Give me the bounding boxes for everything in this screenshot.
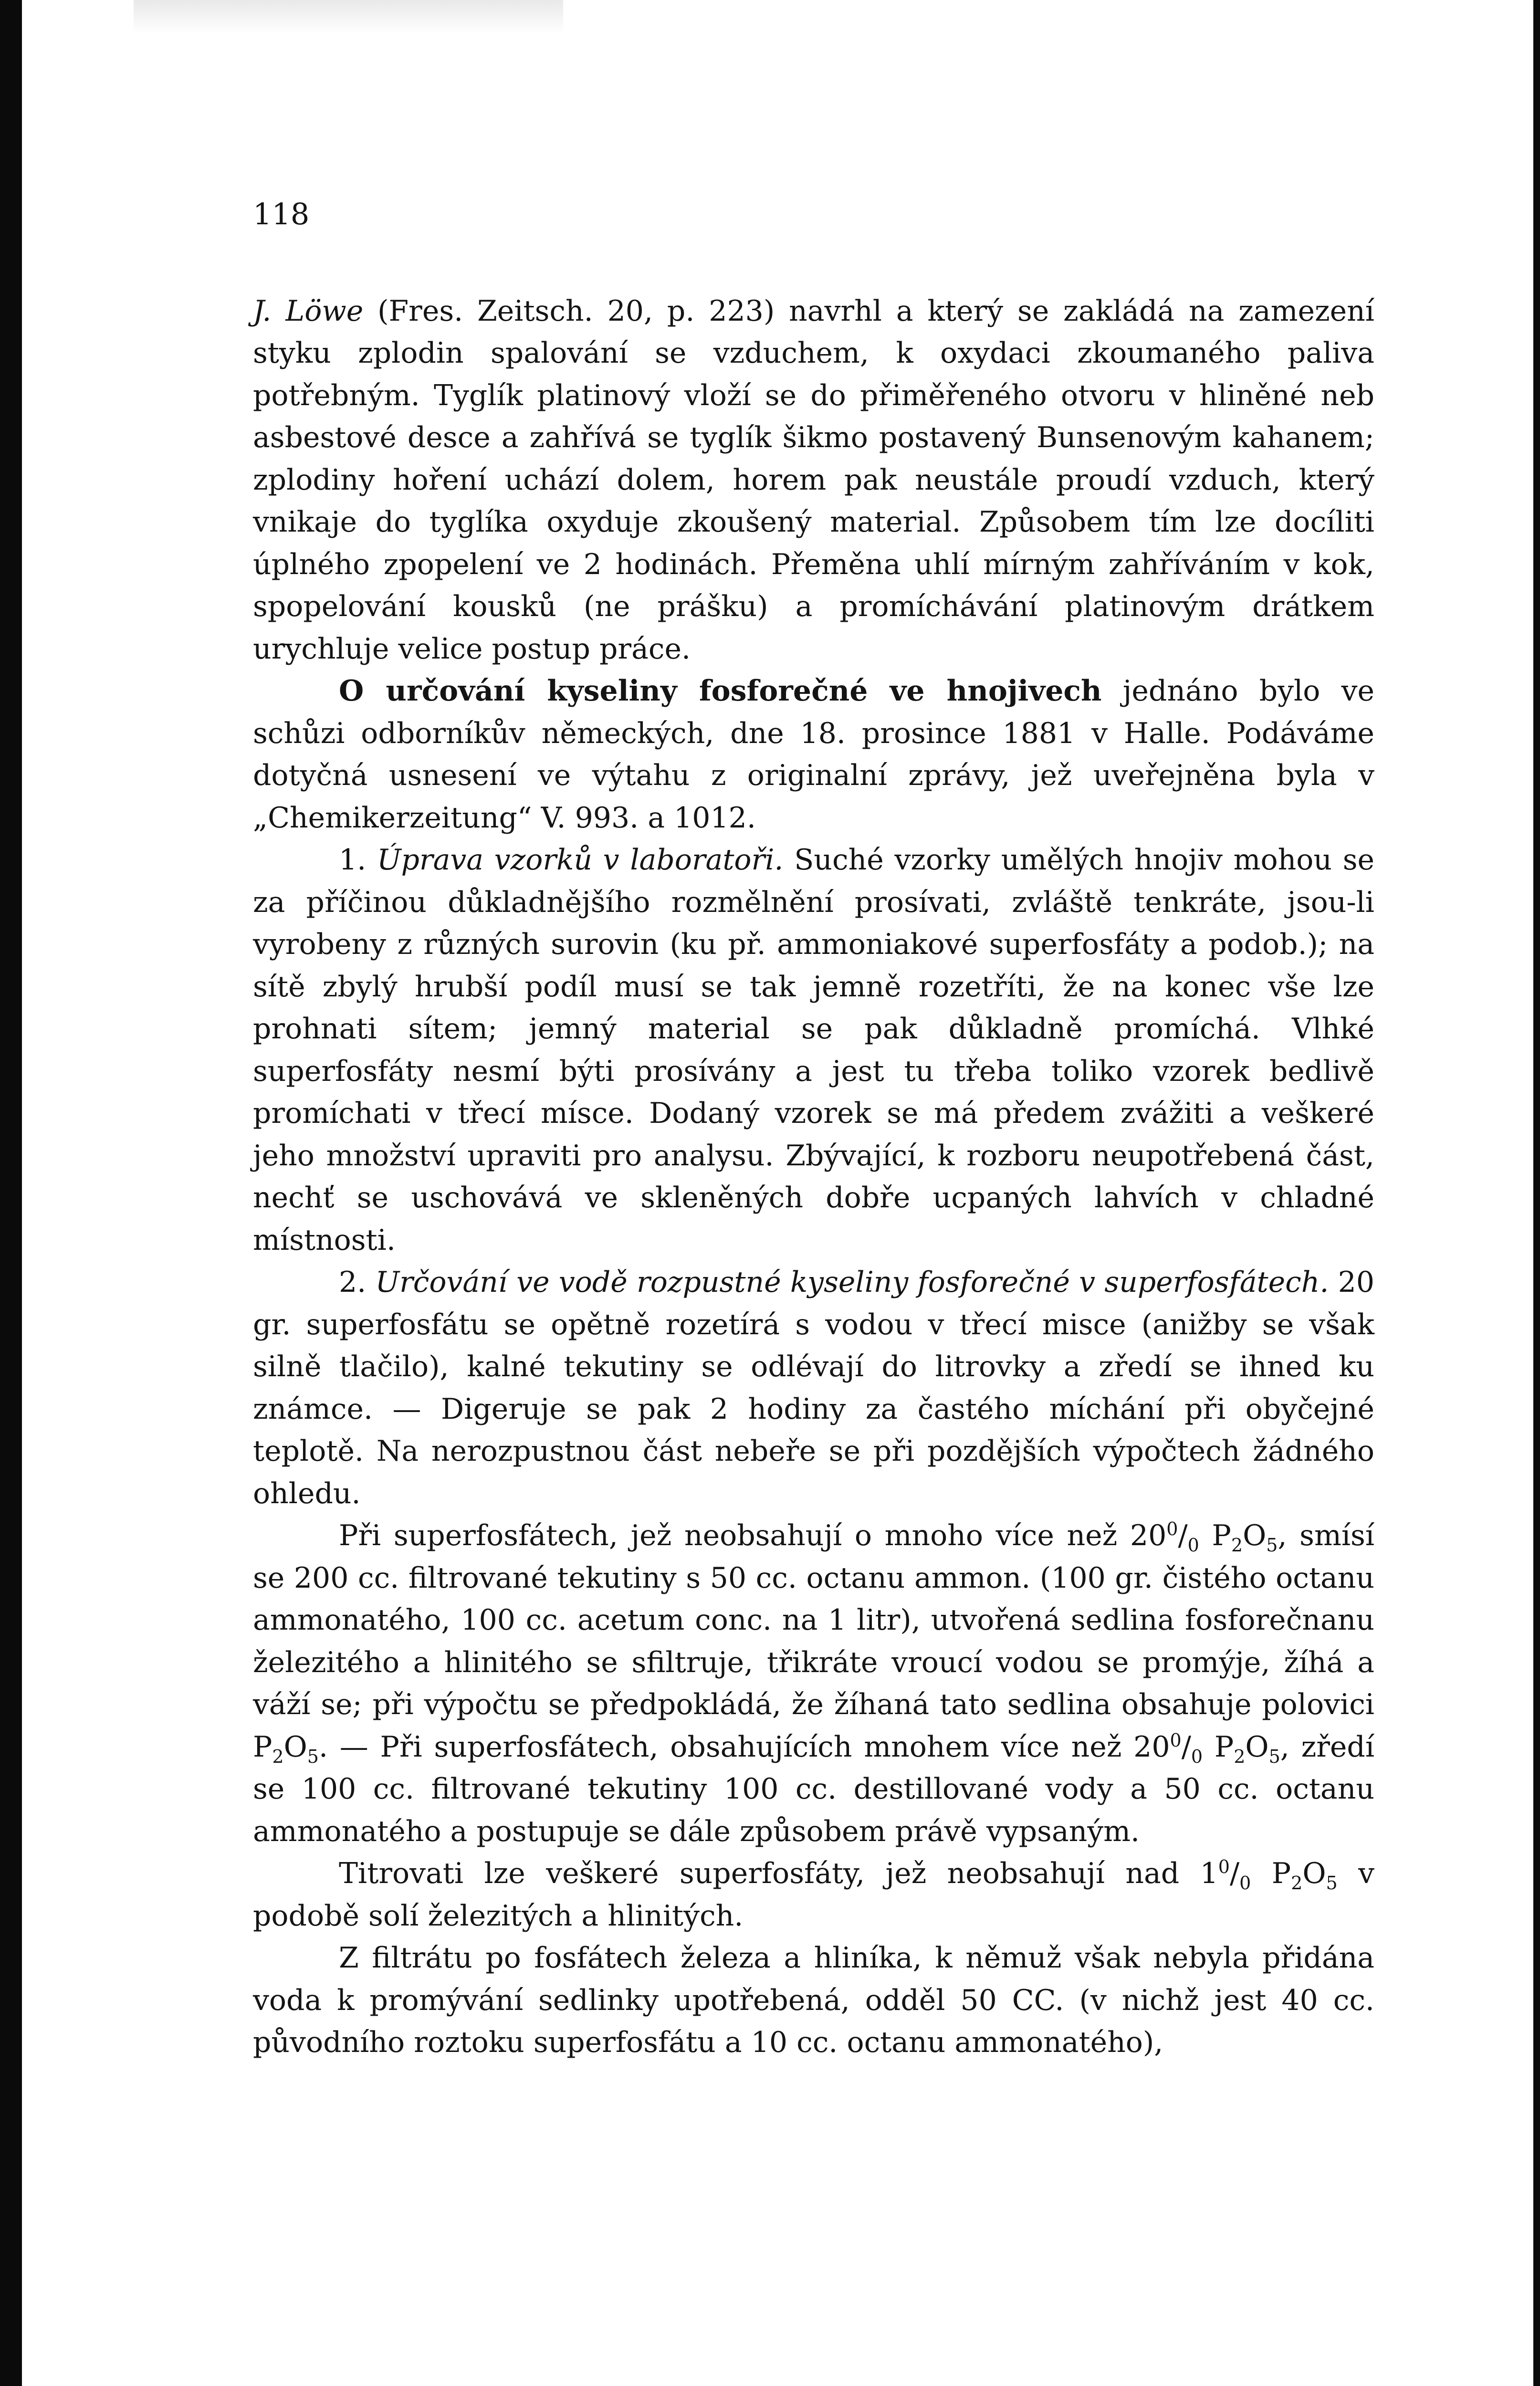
page-number: 118: [253, 197, 310, 231]
paragraph-text: Suché vzorky umělých hnojiv mohou se za příčinou důkladnějšího rozmělnění prosívati, zvláště tenkráte, jsou-li vyrobeny z různých surovin (ku př. ammoniakové superfosfáty a podob.); na sítě zbylý hrubší podíl musí se tak jemně rozetříti, že na konec vše lze prohnati sítem; jemný material se pak důkladně promíchá. Vlhké superfosfáty nesmí býti prosívány a jest tu třeba toliko vzorek bedlivě promíchati v třecí mísce. Dodaný vzorek se má předem zvážiti a veškeré jeho množství upraviti pro analysu. Zbývající, k rozboru neupotřebená část, nechť se uschovává ve skleněných dobře ucpaných lahvích v chladné místnosti.: [253, 843, 1374, 1257]
formula-subscript: 2: [1231, 1535, 1243, 1556]
author-name: J. Löwe: [253, 294, 364, 328]
text-run: P: [1203, 1730, 1234, 1764]
section-heading: O určování kyseliny fosforečné ve hnojivech: [339, 674, 1102, 708]
text-run: O: [283, 1730, 307, 1764]
percent-sup: 0: [1218, 1856, 1230, 1877]
item-number: 1.: [339, 843, 377, 877]
item-number: 2.: [339, 1266, 376, 1299]
item-title: Úprava vzorků v laboratoři.: [377, 843, 784, 877]
text-run: P: [1199, 1519, 1231, 1552]
text-run: O: [1245, 1730, 1269, 1764]
paragraph-titration: [253, 1852, 1374, 1937]
scan-left-edge: [0, 0, 22, 2386]
formula-subscript: 5: [1266, 1535, 1278, 1556]
paragraph-text: (Fres. Zeitsch. 20, p. 223) navrhl a který se zakládá na zamezení styku zplodin spalování se vzduchem, k oxydaci zkoumaného paliva potřebným. Tyglík platinový vloží se do přiměřeného otvoru v hliněné neb asbestové desce a zahřívá se tyglík šikmo postavený Bunsenovým kahanem; zplodiny hoření uchází dolem, horem pak neustále proudí vzduch, který vnikaje do tyglíka oxyduje zkoušený material. Způsobem tím lze docíliti úplného zpopelení ve 2 hodinách. Přeměna uhlí mírným zahříváním v kok, spopelování kousků (ne prášku) a promíchávání platinovým drátkem urychluje velice postup práce.: [253, 294, 1374, 666]
percent-sup: 0: [1166, 1518, 1178, 1539]
text-run: O: [1302, 1857, 1326, 1890]
text-run: O: [1243, 1519, 1267, 1552]
formula-subscript: 2: [272, 1746, 284, 1767]
percent-sub: 0: [1191, 1746, 1203, 1767]
text-run: , zředí se 100 cc. filtrované tekutiny 100 cc. destillované vody a 50 cc. octanu ammonatého a postupuje se dále způsobem právě vypsaným.: [253, 1730, 1375, 1848]
book-page: [253, 193, 1374, 2064]
text-run: Při superfosfátech, jež neobsahují o mnoho více než 20: [339, 1519, 1167, 1552]
percent-slash: /: [1229, 1857, 1240, 1890]
paragraph-text: 20 gr. superfosfátu se opětně rozetírá s vodou v třecí misce (anižby se však silně tlačilo), kalné tekutiny se odlévají do litrovky a zředí se ihned ku známce. — Digeruje se pak 2 hodiny za častého míchání při obyčejné teplotě. Na nerozpustnou část nebeře se při pozdějších výpočtech žádného ohledu.: [253, 1266, 1375, 1510]
text-run: , smísí se 200 cc. filtrované tekutiny s 50 cc. octanu ammon. (100 gr. čistého octanu ammonatého, 100 cc. acetum conc. na 1 litr), utvořená sedlina fosforečnanu železitého a hlinitého se sfiltruje, třikráte vroucí vodou se promýje, žíhá a váží se; při výpočtu se předpokládá, že žíhaná tato sedlina obsahuje polovici P: [253, 1519, 1375, 1764]
scan-top-smudge: [134, 0, 563, 33]
scan-right-edge: [1533, 0, 1540, 2386]
paragraph-phosphoric-acid-intro: [253, 670, 1374, 839]
percent-sub: 0: [1239, 1873, 1251, 1894]
formula-subscript: 5: [1326, 1873, 1338, 1894]
paragraph-loewe-method: [253, 290, 1374, 670]
paragraph-text: Z filtrátu po fosfátech železa a hliníka, k němuž však nebyla přidána voda k promývání sedlinky upotřebená, odděl 50 CC. (v nichž jest 40 cc. původního roztoku superfosfátu a 10 cc. octanu ammonatého),: [253, 1941, 1374, 2059]
formula-subscript: 2: [1291, 1873, 1303, 1894]
percent-sub: 0: [1187, 1535, 1199, 1556]
formula-subscript: 2: [1234, 1746, 1246, 1767]
text-run: v podobě solí železitých a hlinitých.: [253, 1857, 1374, 1933]
formula-subscript: 5: [1268, 1746, 1280, 1767]
paragraph-superphosphate-procedure: [253, 1515, 1374, 1852]
text-run: . — Při superfosfátech, obsahujících mnohem více než 20: [318, 1730, 1170, 1764]
formula-subscript: 5: [307, 1746, 319, 1767]
text-run: Titrovati lze veškeré superfosfáty, jež neobsahují nad 1: [339, 1857, 1218, 1890]
paragraph-water-soluble-acid: [253, 1261, 1374, 1515]
percent-slash: /: [1181, 1730, 1191, 1764]
percent-sup: 0: [1170, 1729, 1182, 1751]
paragraph-sample-preparation: [253, 839, 1374, 1261]
percent-slash: /: [1178, 1519, 1188, 1552]
paragraph-text: jednáno bylo ve schůzi odborníkův německých, dne 18. prosince 1881 v Halle. Podáváme dotyčná usnesení ve výtahu z originalní zprávy, jež uveřejněna byla v „Chemikerzeitung“ V. 993. a 1012.: [253, 674, 1375, 835]
paragraph-filtrate: [253, 1937, 1374, 2064]
item-title: Určování ve vodě rozpustné kyseliny fosforečné v superfosfátech.: [375, 1266, 1329, 1299]
text-run: P: [1251, 1857, 1291, 1890]
